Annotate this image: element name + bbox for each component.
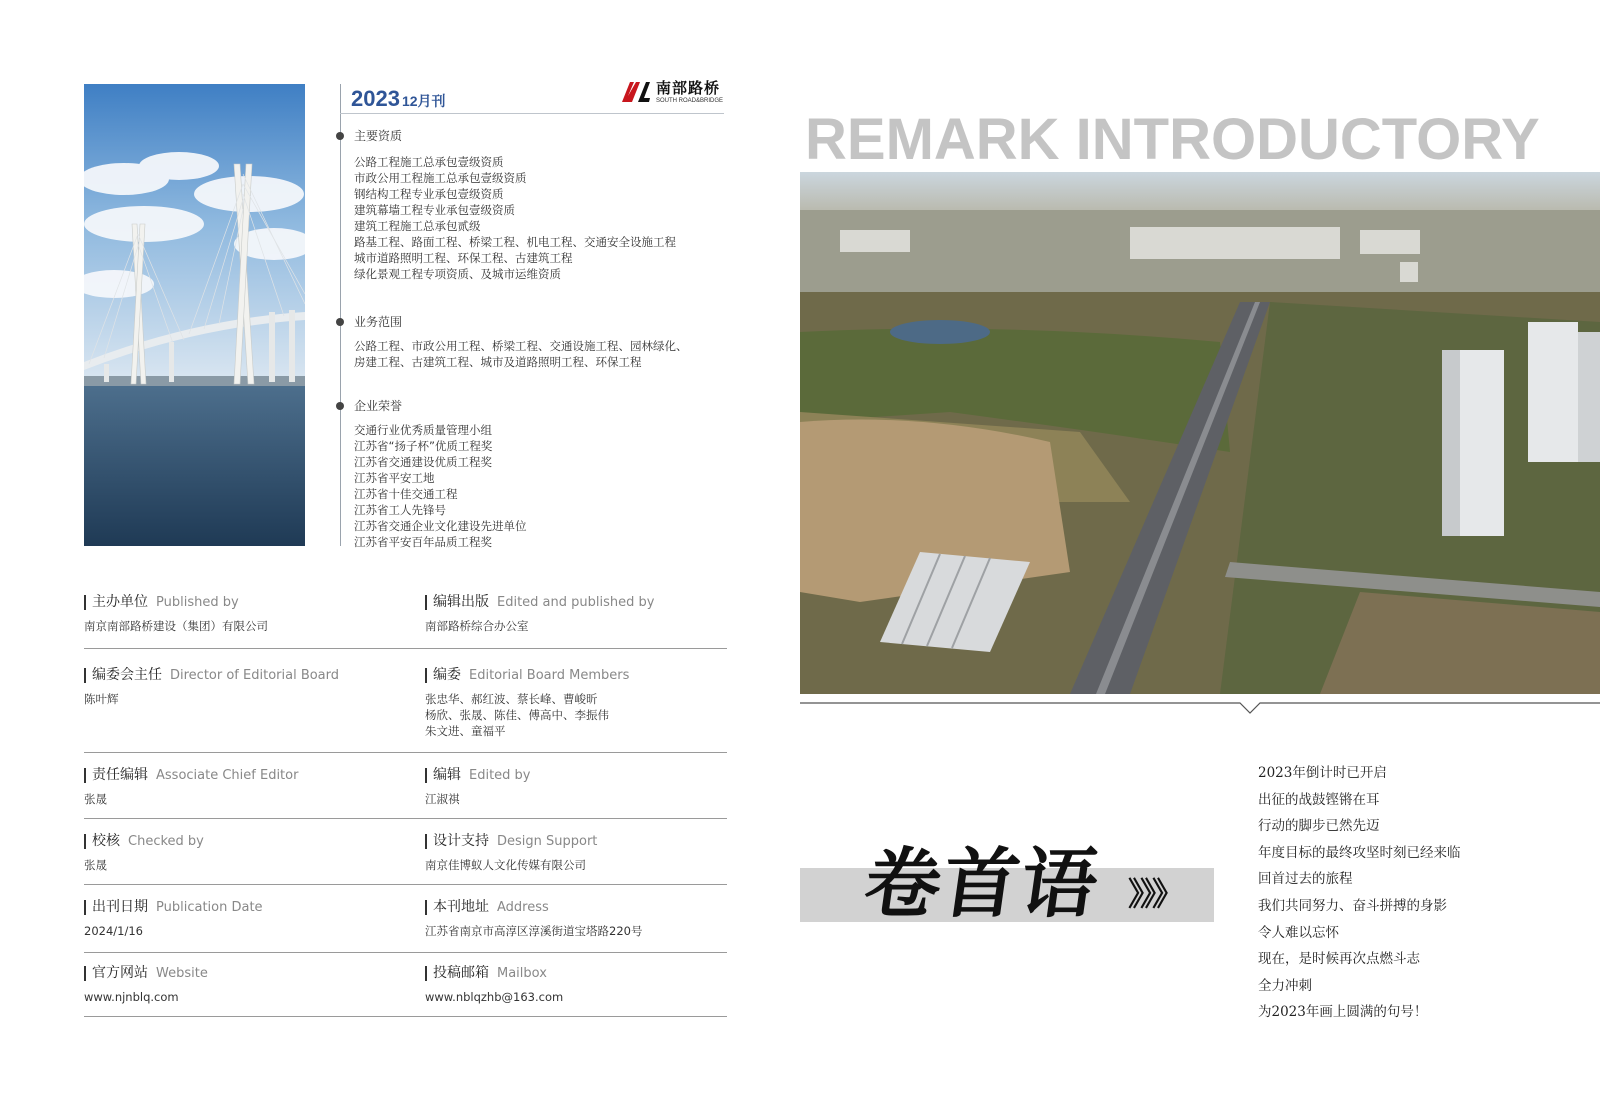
list-item: 钢结构工程专业承包壹级资质 bbox=[354, 187, 504, 201]
list-item: 江苏省交通建设优质工程奖 bbox=[354, 455, 492, 469]
credit-value: 江淑祺 bbox=[425, 792, 460, 806]
logo-mark-icon bbox=[620, 80, 652, 104]
credit-value: 南京南部路桥建设（集团）有限公司 bbox=[84, 619, 268, 633]
board-line: 杨欣、张晟、陈佳、傅高中、李振伟 bbox=[425, 708, 609, 722]
list-item: 公路工程施工总承包壹级资质 bbox=[354, 155, 504, 169]
credit-website bbox=[84, 966, 208, 1005]
foreword-poem bbox=[1258, 760, 1461, 1026]
list-item: 建筑工程施工总承包贰级 bbox=[354, 219, 481, 233]
list-item: 市政公用工程施工总承包壹级资质 bbox=[354, 171, 527, 185]
list-item: 江苏省十佳交通工程 bbox=[354, 487, 458, 501]
list-item: 江苏省交通企业文化建设先进单位 bbox=[354, 519, 527, 533]
credit-board bbox=[425, 668, 629, 739]
credit-mailbox bbox=[425, 966, 563, 1005]
credit-label-en: Published by bbox=[156, 595, 239, 610]
credit-value: 陈叶辉 bbox=[84, 692, 119, 706]
credit-label-en: Edited by bbox=[469, 768, 531, 783]
section-divider-arrow bbox=[800, 700, 1600, 724]
poem-line: 出征的战鼓铿锵在耳 bbox=[1258, 791, 1380, 808]
credit-label-cn: 责任编辑 bbox=[92, 767, 148, 783]
credit-label-en: Checked by bbox=[128, 834, 204, 849]
website-link[interactable]: www.njnblq.com bbox=[84, 990, 179, 1004]
list-item: 建筑幕墙工程专业承包壹级资质 bbox=[354, 203, 515, 217]
credit-address bbox=[425, 900, 642, 939]
divider bbox=[84, 818, 727, 819]
credit-checker bbox=[84, 834, 204, 873]
aerial-city-photo bbox=[800, 172, 1600, 694]
credit-label-cn: 编委会主任 bbox=[92, 667, 162, 683]
credit-label-en: Publication Date bbox=[156, 900, 263, 915]
credit-value: 2024/1/16 bbox=[84, 924, 143, 938]
credit-label-en: Edited and published by bbox=[497, 595, 655, 610]
bullet-dot-icon bbox=[336, 402, 344, 410]
poem-line: 年度目标的最终攻坚时刻已经来临 bbox=[1258, 844, 1461, 861]
divider bbox=[84, 648, 727, 649]
credit-editor bbox=[425, 768, 531, 807]
credit-label-en: Associate Chief Editor bbox=[156, 768, 299, 783]
credit-pub-date bbox=[84, 900, 263, 939]
credit-label-cn: 出刊日期 bbox=[92, 899, 148, 915]
list-item: 江苏省平安百年品质工程奖 bbox=[354, 535, 492, 549]
credit-label-cn: 编委 bbox=[433, 667, 461, 683]
credit-director bbox=[84, 668, 339, 707]
brand-name-en: SOUTH ROAD&BRIDGE bbox=[656, 97, 724, 104]
credit-label-cn: 投稿邮箱 bbox=[433, 965, 489, 981]
credit-value: 张晟 bbox=[84, 858, 107, 872]
bridge-photo bbox=[84, 84, 305, 546]
credit-label-en: Director of Editorial Board bbox=[170, 668, 340, 683]
credit-label-cn: 编辑 bbox=[433, 767, 461, 783]
list-item: 路基工程、路面工程、桥梁工程、机电工程、交通安全设施工程 bbox=[354, 235, 676, 249]
credit-design bbox=[425, 834, 597, 873]
board-line: 朱文进、童福平 bbox=[425, 724, 506, 738]
bullet-dot-icon bbox=[336, 132, 344, 140]
list-item: 江苏省工人先锋号 bbox=[354, 503, 446, 517]
credit-label-cn: 设计支持 bbox=[433, 833, 489, 849]
credit-label-en: Mailbox bbox=[497, 966, 547, 981]
credit-label-cn: 主办单位 bbox=[92, 594, 148, 610]
credit-value: 江苏省南京市高淳区淳溪街道宝塔路220号 bbox=[425, 924, 643, 938]
list-item: 城市道路照明工程、环保工程、古建筑工程 bbox=[354, 251, 573, 265]
poem-line: 现在，是时候再次点燃斗志 bbox=[1258, 951, 1420, 968]
issue-month: 12月刊 bbox=[401, 93, 446, 109]
list-item: 交通行业优秀质量管理小组 bbox=[354, 423, 492, 437]
credit-publisher bbox=[84, 595, 268, 634]
divider bbox=[84, 884, 727, 885]
credit-value: 张晟 bbox=[84, 792, 107, 806]
credit-value: 南京佳博蚁人文化传媒有限公司 bbox=[425, 858, 586, 872]
issue-date bbox=[351, 86, 446, 112]
credit-label-cn: 编辑出版 bbox=[433, 594, 489, 610]
divider bbox=[84, 752, 727, 753]
list-item: 江苏省“扬子杯”优质工程奖 bbox=[354, 439, 493, 453]
poem-line: 回首过去的旅程 bbox=[1258, 871, 1353, 888]
chevrons-icon: 》》》 bbox=[1128, 875, 1181, 913]
credit-label-en: Design Support bbox=[497, 834, 598, 849]
poem-line: 令人难以忘怀 bbox=[1258, 924, 1339, 941]
brand-logo bbox=[620, 80, 723, 104]
header-rule bbox=[340, 113, 724, 114]
bullet-dot-icon bbox=[336, 318, 344, 326]
poem-line: 我们共同努力、奋斗拼搏的身影 bbox=[1258, 897, 1447, 914]
credit-label-en: Editorial Board Members bbox=[469, 668, 630, 683]
credit-label-en: Address bbox=[497, 900, 549, 915]
brand-name-cn: 南部路桥 bbox=[656, 78, 721, 97]
mailbox-link[interactable]: www.nblqzhb@163.com bbox=[425, 990, 564, 1004]
foreword-title: 卷首语 bbox=[858, 839, 1106, 928]
qualifications-section bbox=[340, 128, 676, 282]
issue-year: 2023 bbox=[351, 86, 400, 111]
poem-line: 全力冲刺 bbox=[1258, 977, 1312, 994]
qualifications-title: 主要资质 bbox=[354, 129, 403, 143]
credit-label-cn: 校核 bbox=[92, 833, 120, 849]
scope-title: 业务范围 bbox=[354, 315, 403, 329]
credit-editing-publishing bbox=[425, 595, 654, 634]
scope-text: 公路工程、市政公用工程、桥梁工程、交通设施工程、园林绿化、房建工程、古建筑工程、城市及道路照明工程、环保工程 bbox=[354, 339, 688, 369]
divider bbox=[84, 952, 727, 953]
honors-list bbox=[340, 422, 527, 550]
poem-line: 2023年倒计时已开启 bbox=[1258, 765, 1387, 781]
board-line: 张忠华、郝红波、蔡长峰、曹峻昕 bbox=[425, 692, 598, 706]
list-item: 绿化景观工程专项资质、及城市运维资质 bbox=[354, 267, 561, 281]
credit-value: 南部路桥综合办公室 bbox=[425, 619, 529, 633]
remark-heading: REMARK INTRODUCTORY bbox=[805, 107, 1540, 172]
list-item: 江苏省平安工地 bbox=[354, 471, 435, 485]
scope-section bbox=[340, 314, 694, 370]
poem-line: 为2023年画上圆满的句号！ bbox=[1258, 1004, 1428, 1021]
poem-line: 行动的脚步已然先迈 bbox=[1258, 818, 1380, 835]
credit-label-cn: 官方网站 bbox=[92, 965, 148, 981]
honors-section bbox=[340, 398, 527, 550]
credit-label-en: Website bbox=[156, 966, 208, 981]
divider bbox=[84, 1016, 727, 1017]
honors-title: 企业荣誉 bbox=[354, 399, 403, 413]
qualifications-list bbox=[340, 154, 676, 282]
credit-assoc-editor bbox=[84, 768, 298, 807]
credit-label-cn: 本刊地址 bbox=[433, 899, 489, 915]
